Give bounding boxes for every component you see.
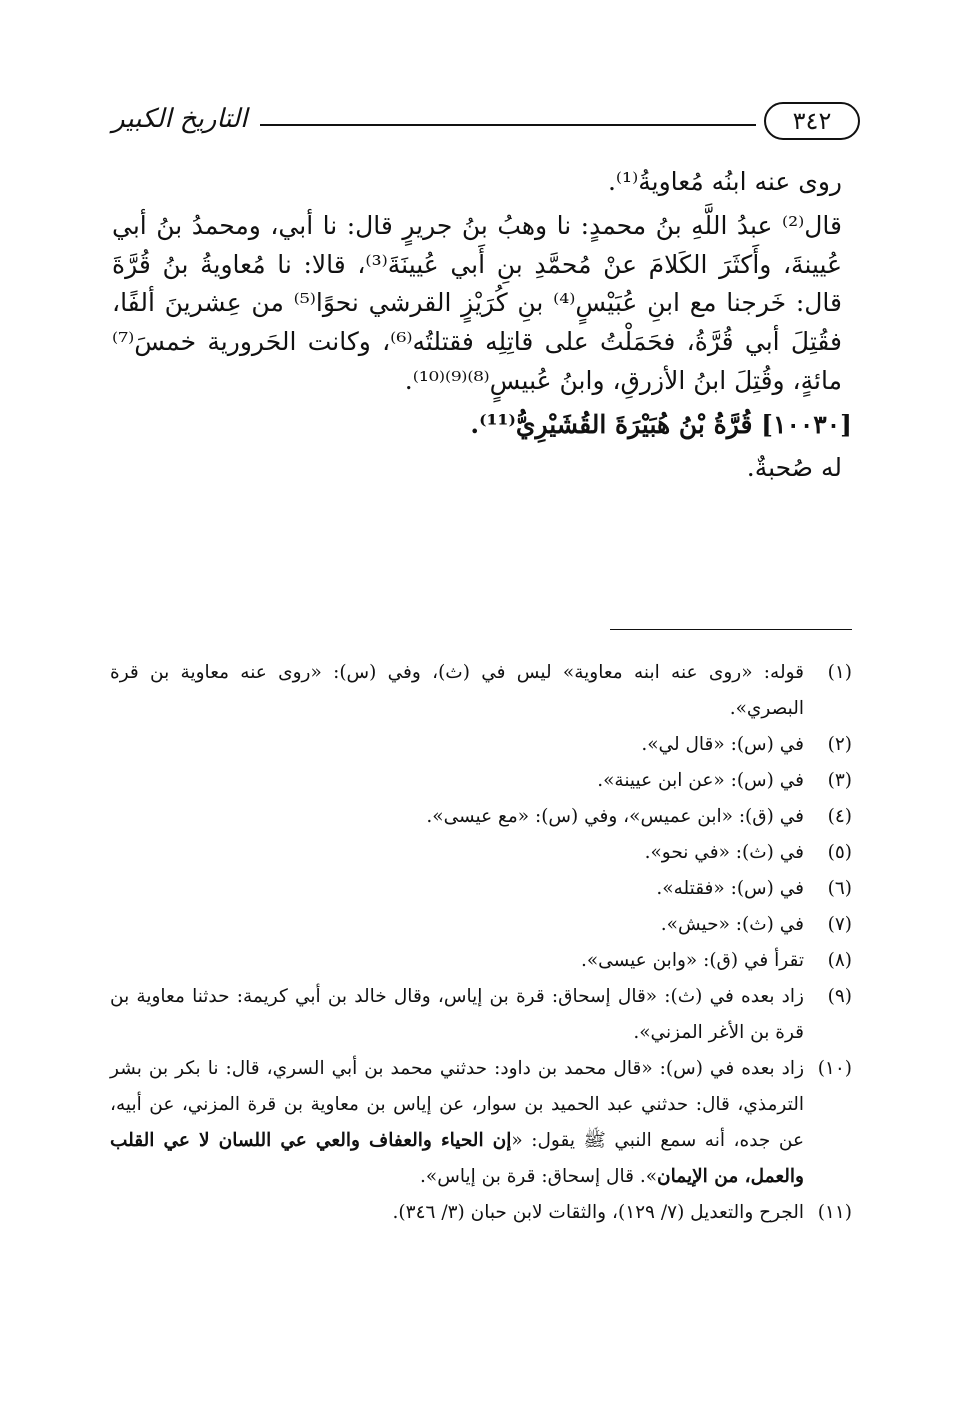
- footnote-number: (٧): [827, 914, 852, 935]
- footnote: [110, 943, 852, 979]
- footnote: [110, 1051, 852, 1195]
- footnote: [110, 979, 852, 1051]
- main-text: [112, 163, 852, 493]
- footnote-text: زاد بعده في (ث): «قال إسحاق: قرة بن إياس، وقال خالد بن أبي كريمة: حدثنا معاوية بن قرة بن الأغر المزني».: [110, 986, 804, 1043]
- footnote-text-part: ». قال إسحاق: قرة بن إياس».: [420, 1166, 658, 1187]
- footnote-text: في (ث): «في نحو».: [644, 842, 804, 863]
- footnote-text: الجرح والتعديل (٧/ ١٢٩)، والثقات لابن حبان (٣/ ٣٤٦).: [392, 1202, 804, 1223]
- text-paragraph-chain: قال⁽²⁾ عبدُ اللَّهِ بنُ محمدٍ: نا وهبُ بنُ جريرٍ قال: نا أبي، ومحمدُ بنُ أبي عُيينةَ، وأَكثَرَ الكَلامَ عنْ مُحمَّدِ بنِ أَبي عُيينَةَ⁽³⁾، قالا: نا مُعاويةُ بنُ قُرَّةَ قال: خَرجنا مع ابنِ عُبَيْسٍ⁽⁴⁾ بنِ كُرَيْزٍ القرشي نحوًا⁽⁵⁾ من عِشرينَ ألفًا، فقُتِلَ أبي قُرَّةُ، فحَمَلْتُ على قاتِلِه فقتلتُه⁽⁶⁾، وكانت الحَرورية خمسَ⁽⁷⁾ مائةٍ، وقُتِلَ ابنُ الأزرقِ، وابنُ عُبيسٍ⁽⁸⁾⁽⁹⁾⁽¹⁰⁾.: [112, 210, 843, 395]
- footnote-number: (١٠): [817, 1058, 852, 1079]
- footnote-text: تقرأ في (ق): «وابن عيسى».: [580, 950, 804, 971]
- footnote: [110, 907, 852, 943]
- footnote-number: (٤): [827, 806, 852, 827]
- footnote-number: (١): [827, 662, 852, 683]
- footnote-text: في (ق): «ابن عميس»، وفي (س): «مع عيسى».: [426, 806, 804, 827]
- entry-number: [١٠٠٣٠]: [761, 409, 852, 439]
- footnote: [110, 835, 852, 871]
- footnote-separator: [610, 629, 852, 630]
- footnote-text: قوله: «روى عنه ابنه معاوية» ليس في (ث)، وفي (س): «روى عنه معاوية بن قرة البصري».: [110, 662, 804, 719]
- page-number: ٣٤٢: [764, 102, 860, 140]
- footnote: [110, 655, 852, 727]
- footnote-text: [110, 1051, 804, 1195]
- book-title: التاريخ الكبير: [112, 104, 248, 134]
- footnote-text: في (س): «قال لي».: [641, 734, 804, 755]
- footnote-text: في (ث): «حيش».: [660, 914, 804, 935]
- footnote: [110, 871, 852, 907]
- footnote-number: (٨): [827, 950, 852, 971]
- hadith-text: إن الحياء والعفاف والعي عي اللسان لا عي القلب والعمل، من الإيمان: [110, 1130, 804, 1187]
- footnote-number: (٣): [827, 770, 852, 791]
- footnote-number: (٦): [827, 878, 852, 899]
- entry-heading: [112, 406, 852, 445]
- footnote-number: (٩): [827, 986, 852, 1007]
- footnote-text: في (س): «فقتله».: [656, 878, 804, 899]
- footnote: [110, 727, 852, 763]
- footnote-number: (٥): [827, 842, 852, 863]
- footnote-number: (١١): [817, 1202, 852, 1223]
- footnote: [110, 763, 852, 799]
- footnote-text-part: زاد بعده في (س): «قال محمد بن داود: حدثني محمد بن أبي السري، قال: نا بكر بن بشر الترمذي، قال: حدثني عبد الحميد بن سوار، عن إياس بن معاوية بن قرة المزني، عن أبيه، عن جده، أنه سمع النبي ﷺ يقول: «: [110, 1058, 804, 1151]
- entry-name: قُرَّةُ بْنُ هُبَيْرَةَ القُشَيْرِيُّ⁽¹¹⁾.: [470, 409, 753, 439]
- footnote-number: (٢): [827, 734, 852, 755]
- page-header: [112, 100, 860, 146]
- header-rule: [260, 124, 756, 126]
- footnote: [110, 1195, 852, 1231]
- footnotes: [110, 655, 852, 1231]
- footnote-text: في (س): «عن ابن عيينة».: [597, 770, 804, 791]
- text-line-narrator: روى عنه ابنُه مُعاويةُ⁽¹⁾.: [607, 167, 842, 196]
- text-line-companion: له صُحبةٌ.: [746, 453, 842, 483]
- footnote: [110, 799, 852, 835]
